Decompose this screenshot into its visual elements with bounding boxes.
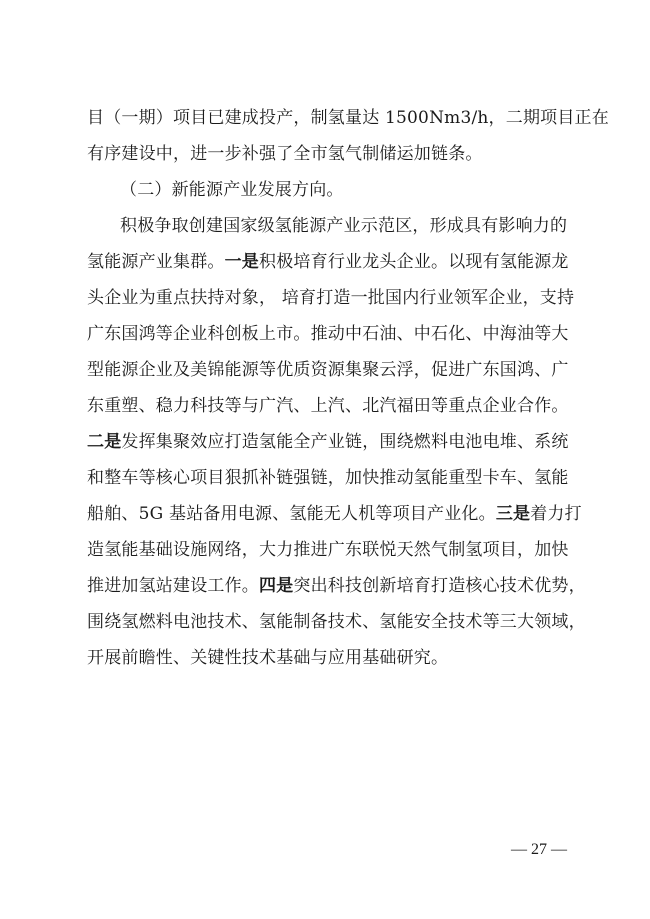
emphasis-four: 四是 bbox=[259, 576, 294, 596]
paragraph-2-line-2 bbox=[87, 252, 587, 272]
line-text: 突出科技创新培育打造核心技术优势， bbox=[293, 576, 586, 596]
paragraph-2-line-5: 型能源企业及美锦能源等优质资源集聚云浮，促进广东国鸿、广 bbox=[87, 360, 569, 380]
paragraph-2-line-8: 和整车等核心项目狠抓补链强链，加快推动氢能重型卡车、氢能 bbox=[87, 468, 569, 488]
section-heading: （二）新能源产业发展方向。 bbox=[120, 180, 344, 200]
paragraph-1-line-1: 目（一期）项目已建成投产，制氢量达 1500Nm3/h，二期项目正在 bbox=[87, 108, 609, 128]
paragraph-2-line-7 bbox=[87, 432, 587, 452]
paragraph-2-line-12: 围绕氢燃料电池技术、氢能制备技术、氢能安全技术等三大领域， bbox=[87, 612, 586, 632]
emphasis-two: 二是 bbox=[87, 432, 122, 452]
paragraph-2-line-3: 头企业为重点扶持对象， 培育打造一批国内行业领军企业，支持 bbox=[87, 288, 575, 308]
emphasis-one: 一是 bbox=[224, 252, 260, 272]
paragraph-2-line-1: 积极争取创建国家级氢能源产业示范区，形成具有影响力的 bbox=[120, 216, 568, 236]
line-text: 氢能源产业集群。 bbox=[87, 252, 225, 272]
paragraph-2-line-13: 开展前瞻性、关键性技术基础与应用基础研究。 bbox=[87, 648, 449, 668]
paragraph-1-line-2: 有序建设中，进一步补强了全市氢气制储运加链条。 bbox=[87, 144, 483, 164]
paragraph-2-line-4: 广东国鸿等企业科创板上市。推动中石油、中石化、中海油等大 bbox=[87, 324, 569, 344]
line-text: 推进加氢站建设工作。 bbox=[87, 576, 259, 596]
paragraph-2-line-10: 造氢能基础设施网络，大力推进广东联悦天然气制氢项目，加快 bbox=[87, 540, 569, 560]
emphasis-three: 三是 bbox=[495, 504, 531, 524]
paragraph-2-line-11 bbox=[87, 576, 587, 596]
page-number: — 27 — bbox=[511, 841, 567, 858]
line-text: 着力打 bbox=[530, 504, 582, 524]
line-text: 船舶、5G 基站备用电源、氢能无人机等项目产业化。 bbox=[87, 504, 496, 524]
line-text: 发挥集聚效应打造氢能全产业链，围绕燃料电池电堆、系统 bbox=[121, 432, 569, 452]
paragraph-2-line-6: 东重塑、稳力科技等与广汽、上汽、北汽福田等重点企业合作。 bbox=[87, 396, 569, 416]
paragraph-2-line-9 bbox=[87, 504, 587, 524]
line-text: 积极培育行业龙头企业。以现有氢能源龙 bbox=[259, 252, 569, 272]
